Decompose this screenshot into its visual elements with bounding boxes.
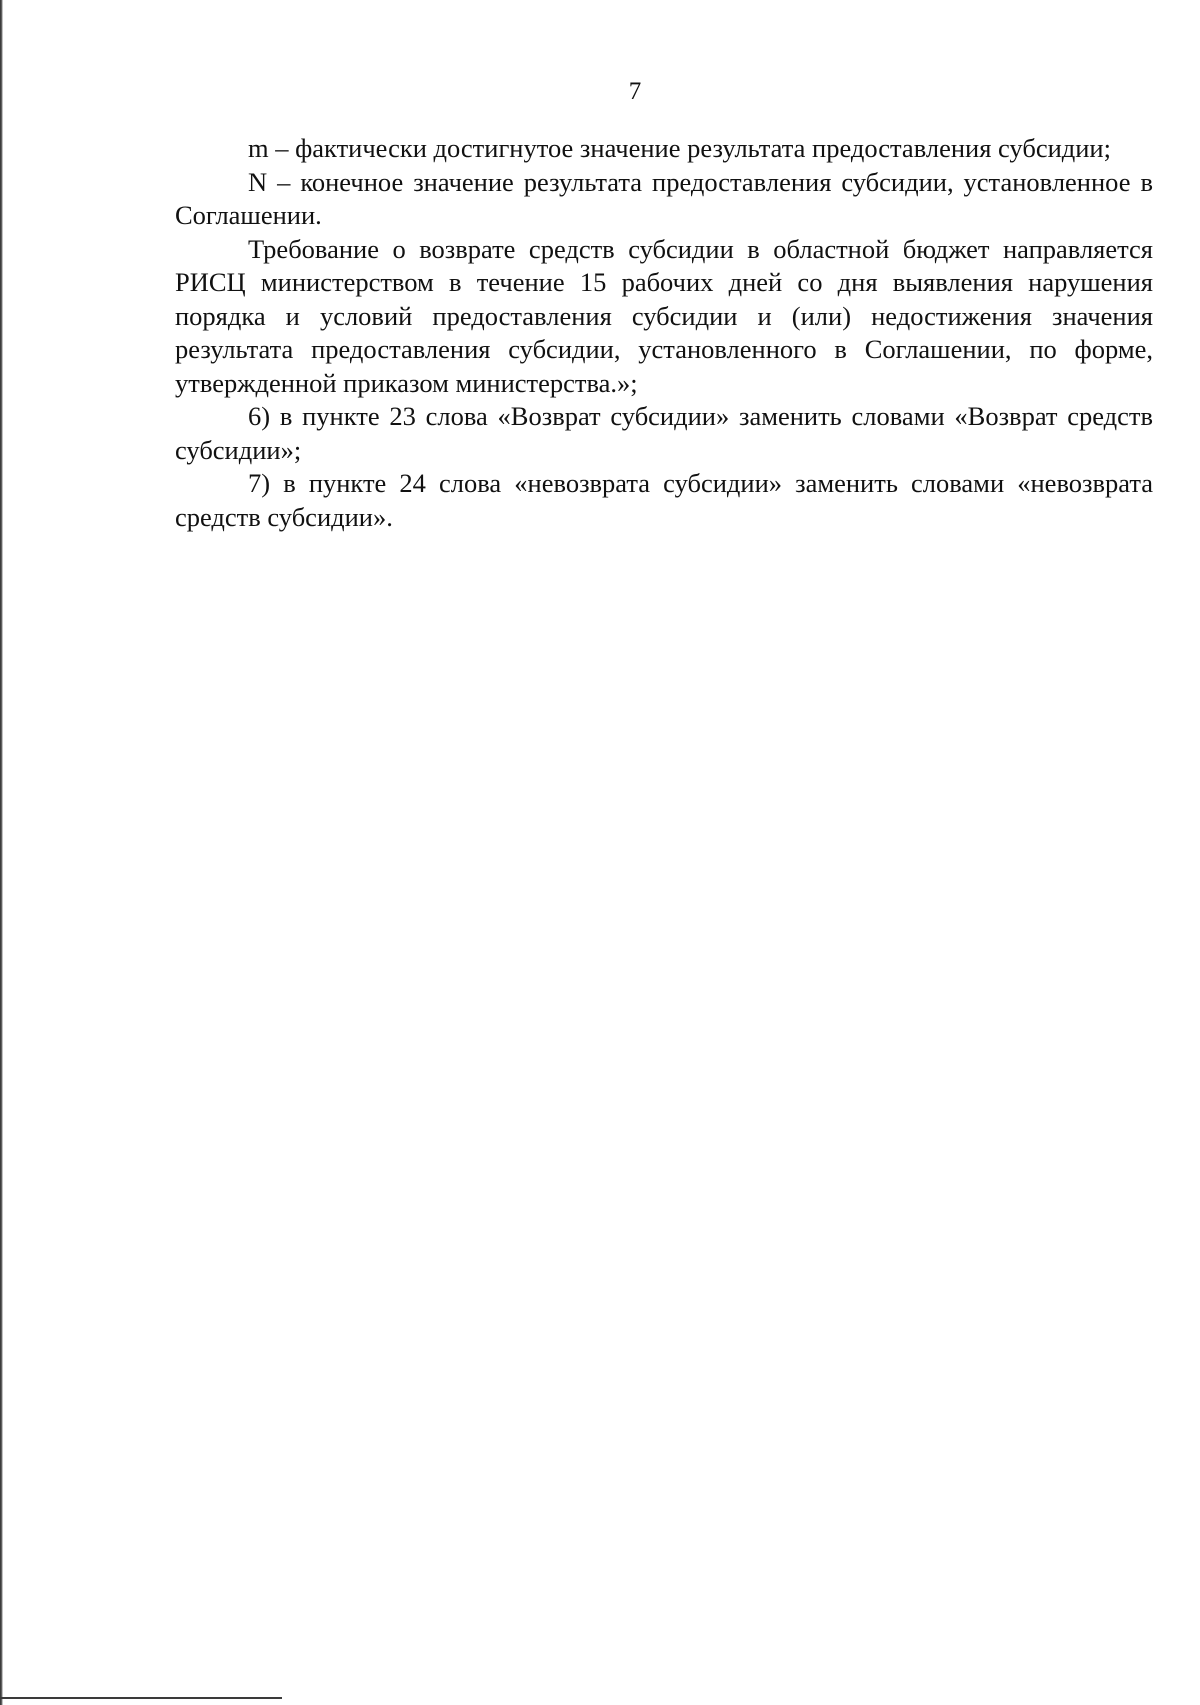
paragraph-item-6: 6) в пункте 23 слова «Возврат субсидии» заменить словами «Возврат средств субсидии»; [175, 401, 1153, 465]
paragraph-item-7: 7) в пункте 24 слова «невозврата субсидии» заменить словами «невозврата средств субсидии». [175, 468, 1153, 532]
paragraph-m-definition: m – фактически достигнутое значение результата предоставления субсидии; [248, 133, 1111, 163]
paragraph-refund-requirement: Требование о возврате средств субсидии в областной бюджет направляется РИСЦ министерством в течение 15 рабочих дней со дня выявления нарушения порядка и условий предоставления субсидии и (или) недостижения значения результата предоставления субсидии, установленного в Соглашении, по форме, утвержденной приказом министерства.»; [175, 233, 1153, 398]
scan-artifact-line [0, 1697, 282, 1699]
page-number: 7 [628, 78, 642, 105]
scan-edge-shadow [0, 0, 3, 1705]
document-body [175, 132, 1153, 534]
paragraph-n-definition: N – конечное значение результата предоставления субсидии, установленное в Соглашении. [175, 166, 1153, 230]
